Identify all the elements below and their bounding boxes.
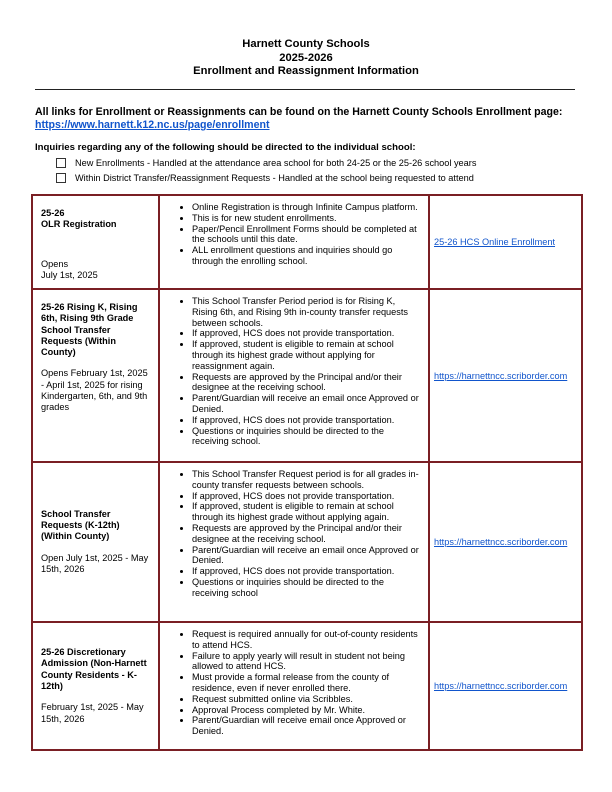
- table-row: [32, 622, 582, 750]
- list-item: • ALL enrollment questions and inquiries should go through the enrolling school.: [192, 245, 422, 267]
- row-title: 25-26 Discretionary Admission (Non-Harnett County Residents - K-12th): [41, 647, 147, 691]
- row-date-label: Opens: [41, 258, 69, 269]
- row-link-cell: [429, 289, 582, 462]
- row-link-cell: [429, 195, 582, 289]
- enrollment-table: [31, 194, 583, 751]
- list-item: • Request submitted online via Scribbles.: [192, 694, 422, 705]
- row-details-cell: [159, 195, 429, 289]
- row-label-cell: [32, 622, 159, 750]
- row-title: [41, 208, 152, 231]
- list-item: • Requests are approved by the Principal and/or their designee at the receiving school.: [192, 372, 422, 394]
- row-link-cell: [429, 622, 582, 750]
- list-item: • Paper/Pencil Enrollment Forms should be completed at the schools until this date.: [192, 224, 422, 246]
- list-item: • If approved, HCS does not provide transportation.: [192, 328, 422, 339]
- checklist-item-label: Within District Transfer/Reassignment Requests - Handled at the school being requested to attend: [75, 172, 474, 183]
- row-details-cell: [159, 289, 429, 462]
- row-date: [41, 259, 152, 282]
- checklist-item: [56, 155, 596, 170]
- list-item: • Parent/Guardian will receive email once Approved or Denied.: [192, 715, 422, 737]
- enrollment-page-link[interactable]: https://www.harnett.k12.nc.us/page/enrollment: [35, 119, 270, 131]
- header-line-title: Enrollment and Reassignment Information: [193, 65, 419, 77]
- checklist-item: [56, 170, 596, 185]
- row-title-year: 25-26: [41, 208, 65, 218]
- scriborder-link[interactable]: https://harnettncc.scriborder.com: [434, 537, 568, 547]
- list-item: • Questions or inquiries should be directed to the receiving school.: [192, 426, 422, 448]
- checkbox-transfer-requests[interactable]: [56, 173, 66, 183]
- list-item: • Questions or inquiries should be directed to the receiving school: [192, 577, 422, 599]
- intro-paragraph: [35, 106, 595, 132]
- list-item: • This School Transfer Period period is for Rising K, Rising 6th, and Rising 9th in-county transfer requests between schools.: [192, 296, 422, 328]
- online-enrollment-link[interactable]: 25-26 HCS Online Enrollment: [434, 237, 556, 247]
- row-details-cell: [159, 622, 429, 750]
- list-item: • This School Transfer Request period is for all grades in-county transfer requests between schools.: [192, 469, 422, 491]
- row-date: February 1st, 2025 - May 15th, 2026: [41, 702, 144, 724]
- row-bullets: [160, 469, 422, 599]
- row-title: School Transfer Requests (K-12th) (Within County): [41, 508, 120, 542]
- row-link-cell: [429, 462, 582, 622]
- list-item: • Request is required annually for out-of-county residents to attend HCS.: [192, 629, 422, 651]
- row-bullets: [160, 296, 422, 447]
- header-line-year: 2025-2026: [279, 51, 333, 64]
- header-divider: [35, 89, 575, 90]
- list-item: • If approved, HCS does not provide transportation.: [192, 491, 422, 502]
- row-label-cell: [32, 462, 159, 622]
- table-row: [32, 195, 582, 289]
- row-date-value: July 1st, 2025: [41, 269, 98, 280]
- row-bullets: [160, 202, 422, 267]
- row-label-cell: [32, 195, 159, 289]
- row-bullets: [160, 629, 422, 737]
- row-details-cell: [159, 462, 429, 622]
- row-label-cell: [32, 289, 159, 462]
- list-item: • Parent/Guardian will receive an email once Approved or Denied.: [192, 545, 422, 567]
- table-row: [32, 462, 582, 622]
- list-item: • If approved, student is eligible to remain at school through its highest grade without applying again.: [192, 501, 422, 523]
- inquiries-heading: Inquiries regarding any of the following should be directed to the individual school:: [35, 142, 416, 153]
- list-item: • Approval Process completed by Mr. White.: [192, 705, 422, 716]
- scriborder-link[interactable]: https://harnettncc.scriborder.com: [434, 681, 568, 691]
- list-item: • Requests are approved by the Principal and/or their designee at the receiving school.: [192, 523, 422, 545]
- row-title-name: OLR Registration: [41, 219, 117, 230]
- checklist-item-label: New Enrollments - Handled at the attendance area school for both 24-25 or the 25-26 school years: [75, 157, 477, 168]
- table-row: [32, 289, 582, 462]
- document-header: [0, 38, 612, 79]
- row-title: 25-26 Rising K, Rising 6th, Rising 9th Grade School Transfer Requests (Within County): [41, 302, 138, 358]
- list-item: • If approved, student is eligible to remain at school through its highest grade without applying for reassignment again.: [192, 339, 422, 371]
- row-date: Opens February 1st, 2025 - April 1st, 2025 for rising Kindergarten, 6th, and 9th grades: [41, 368, 148, 413]
- intro-text: All links for Enrollment or Reassignments can be found on the Harnett County Schools Enrollment page:: [35, 106, 563, 118]
- row-date: Open July 1st, 2025 - May 15th, 2026: [41, 552, 149, 574]
- list-item: • If approved, HCS does not provide transportation.: [192, 566, 422, 577]
- list-item: • Must provide a formal release from the county of residence, even if never enrolled there.: [192, 672, 422, 694]
- checkbox-new-enrollments[interactable]: [56, 158, 66, 168]
- scriborder-link[interactable]: https://harnettncc.scriborder.com: [434, 370, 568, 381]
- list-item: • This is for new student enrollments.: [192, 213, 422, 224]
- header-line-district: Harnett County Schools: [242, 38, 370, 50]
- list-item: • If approved, HCS does not provide transportation.: [192, 415, 422, 426]
- inquiries-checklist: [56, 155, 596, 185]
- list-item: • Online Registration is through Infinite Campus platform.: [192, 202, 422, 213]
- list-item: • Parent/Guardian will receive an email once Approved or Denied.: [192, 393, 422, 415]
- list-item: • Failure to apply yearly will result in student not being allowed to attend HCS.: [192, 651, 422, 673]
